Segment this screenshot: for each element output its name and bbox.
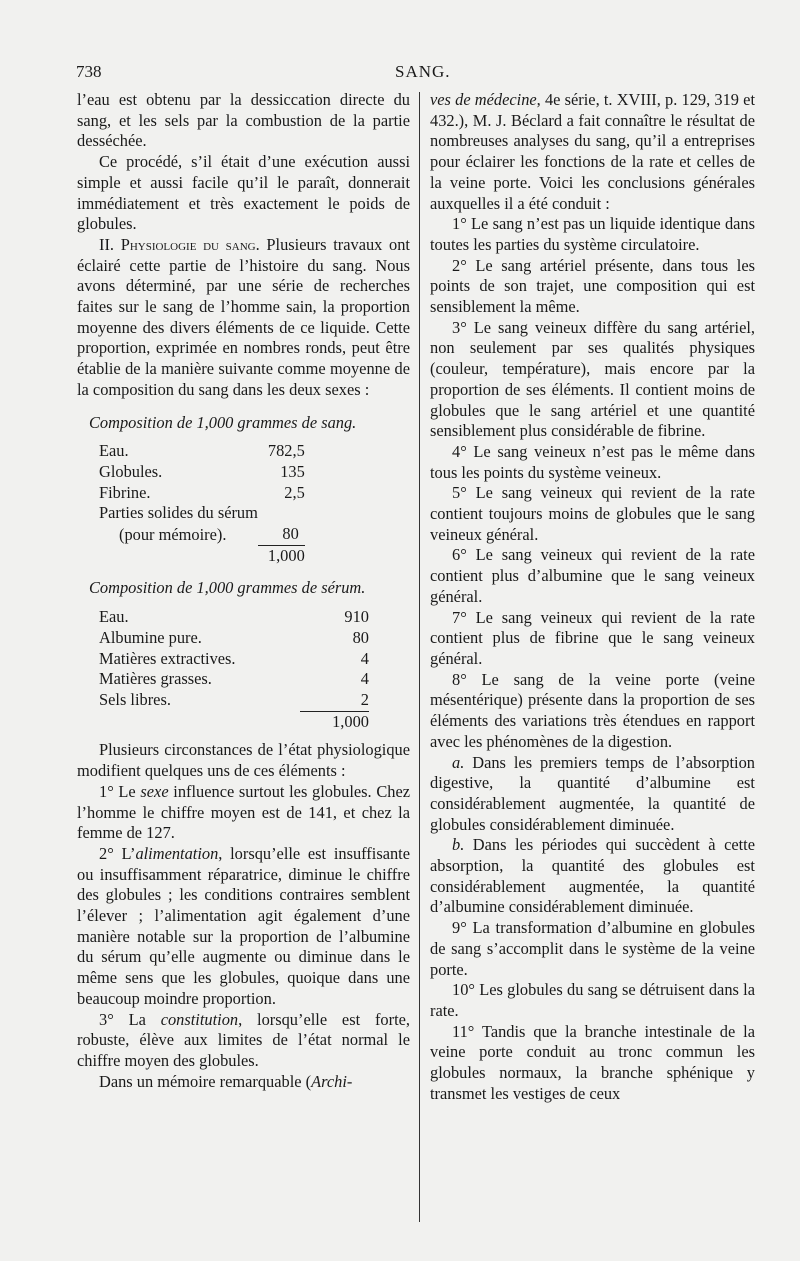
table-row: Eau. 910 (99, 607, 369, 627)
paragraph: Ce procédé, s’il était d’une exécution aussi simple et aussi facile qu’il le paraît, donnerait immédiatement et très exactement le poids de globules. (77, 152, 410, 234)
table-caption: Composition de 1,000 grammes de sérum. (89, 578, 366, 598)
table-row: Sels libres. 2 (99, 689, 369, 710)
table-caption: Composition de 1,000 grammes de sang. (89, 412, 357, 432)
paragraph: a. Dans les premiers temps de l’absorption digestive, la quantité d’albumine est considérablement augmentée, la quantité de globules considérablement diminuée. (430, 752, 755, 834)
paragraph: II. Physiologie du sang. Plusieurs travaux ont éclairé cette partie de l’histoire du sang. Nous avons déterminé, par une série de recherches faites sur le sang de l’homme sain, la proportion moyenne des divers éléments de ce liquide. Cette proportion, exprimée en nombres ronds, peut être établie de la manière suivante comme moyenne de la composition du sang dans les deux sexes : (77, 234, 410, 399)
table-row: Albumine pure. 80 (99, 627, 369, 647)
paragraph: 4° Le sang veineux n’est pas le même dans tous les points du système veineux. (430, 441, 755, 482)
paragraph: 9° La transformation d’albumine en globules de sang s’accomplit dans le système de la veine porte. (430, 918, 755, 979)
table-row: Matières grasses. 4 (99, 669, 369, 689)
paragraph: ves de médecine, 4e série, t. XVIII, p. 129, 319 et 432.), M. J. Béclard a fait connaître le résultat de nombreuses analyses du sang, qu’il a entreprises pour éclairer les fonctions de la rate et celles de la veine porte. Voici les conclusions générales auxquelles il a été conduit : (430, 90, 755, 213)
column-divider (419, 92, 420, 1222)
page-number: 738 (76, 62, 102, 81)
paragraph: 10° Les globules du sang se détruisent dans la rate. (430, 980, 755, 1020)
paragraph: 8° Le sang de la veine porte (veine mésentérique) présente dans la proportion de ses éléments des variations très étendues en rapport avec les phénomènes de la digestion. (430, 669, 755, 751)
table-total-row: 1,000 (99, 711, 369, 732)
paragraph: Plusieurs circonstances de l’état physiologique modifient quelques uns de ces éléments : (77, 740, 410, 781)
paragraph: 1° Le sang n’est pas un liquide identique dans toutes les parties du système circulatoire. (430, 214, 755, 254)
paragraph: 6° Le sang veineux qui revient de la rate contient plus d’albumine que le sang veineux général. (430, 545, 755, 606)
paragraph: 11° Tandis que la branche intestinale de la veine porte conduit au tronc commun les globules normaux, la branche sphénique y transmet les vestiges de ceux (430, 1021, 755, 1103)
right-column (430, 90, 755, 1104)
paragraph: l’eau est obtenu par la dessiccation directe du sang, et les sels par la combustion de la partie desséchée. (77, 90, 410, 151)
table-row: Globules. 135 (99, 461, 305, 481)
composition-table-serum (99, 607, 369, 732)
paragraph: 3° Le sang veineux diffère du sang artériel, non seulement par ses qualités physiques (couleur, température), mais encore par la proportion de ses éléments. Il contient moins de globules que le sang artériel et une quantité sensiblement plus considérable de fibrine. (430, 317, 755, 441)
table-row: Fibrine. 2,5 (99, 482, 305, 502)
paragraph: 2° Le sang artériel présente, dans tous les points de son trajet, une composition qui est sensiblement la même. (430, 255, 755, 317)
paragraph: 3° La constitution, lorsqu’elle est forte, robuste, élève aux limites de l’état normal le chiffre moyen des globules. (77, 1009, 410, 1070)
section-heading: II. Physiologie du sang. (99, 234, 260, 254)
paragraph: 2° L’alimentation, lorsqu’elle est insuffisante ou insuffisamment réparatrice, diminue le chiffre des globules ; les conditions contraires semblent l’élever ; l’alimentation agit également d’une manière notable sur la proportion de l’albumine du sérum qu’elle augmente ou diminue dans le même sens que les globules, quoique dans une beaucoup moindre proportion. (77, 843, 411, 1008)
paragraph: 7° Le sang veineux qui revient de la rate contient plus de fibrine que le sang veineux général. (430, 607, 755, 668)
paragraph: b. Dans les périodes qui succèdent à cette absorption, la quantité des globules est considérablement augmentée, la quantité d’albumine considérablement diminuée. (430, 835, 755, 917)
table-total-row: 1,000 (99, 545, 305, 566)
paragraph: 1° Le sexe influence surtout les globules. Chez l’homme le chiffre moyen est de 141, et chez la femme de 127. (77, 781, 410, 843)
paragraph: Dans un mémoire remarquable (Archi- (99, 1071, 353, 1091)
left-column (77, 90, 410, 1092)
table-row: Matières extractives. 4 (99, 648, 369, 668)
table-row: Parties solides du sérum (99, 503, 258, 523)
paragraph: 5° Le sang veineux qui revient de la rate contient toujours moins de globules que le sang veineux général. (430, 483, 755, 544)
table-row: Eau. 782,5 (99, 441, 305, 461)
running-title: SANG. (395, 62, 451, 81)
composition-table-blood (99, 441, 305, 566)
table-row: (pour mémoire). 80 (119, 524, 299, 544)
